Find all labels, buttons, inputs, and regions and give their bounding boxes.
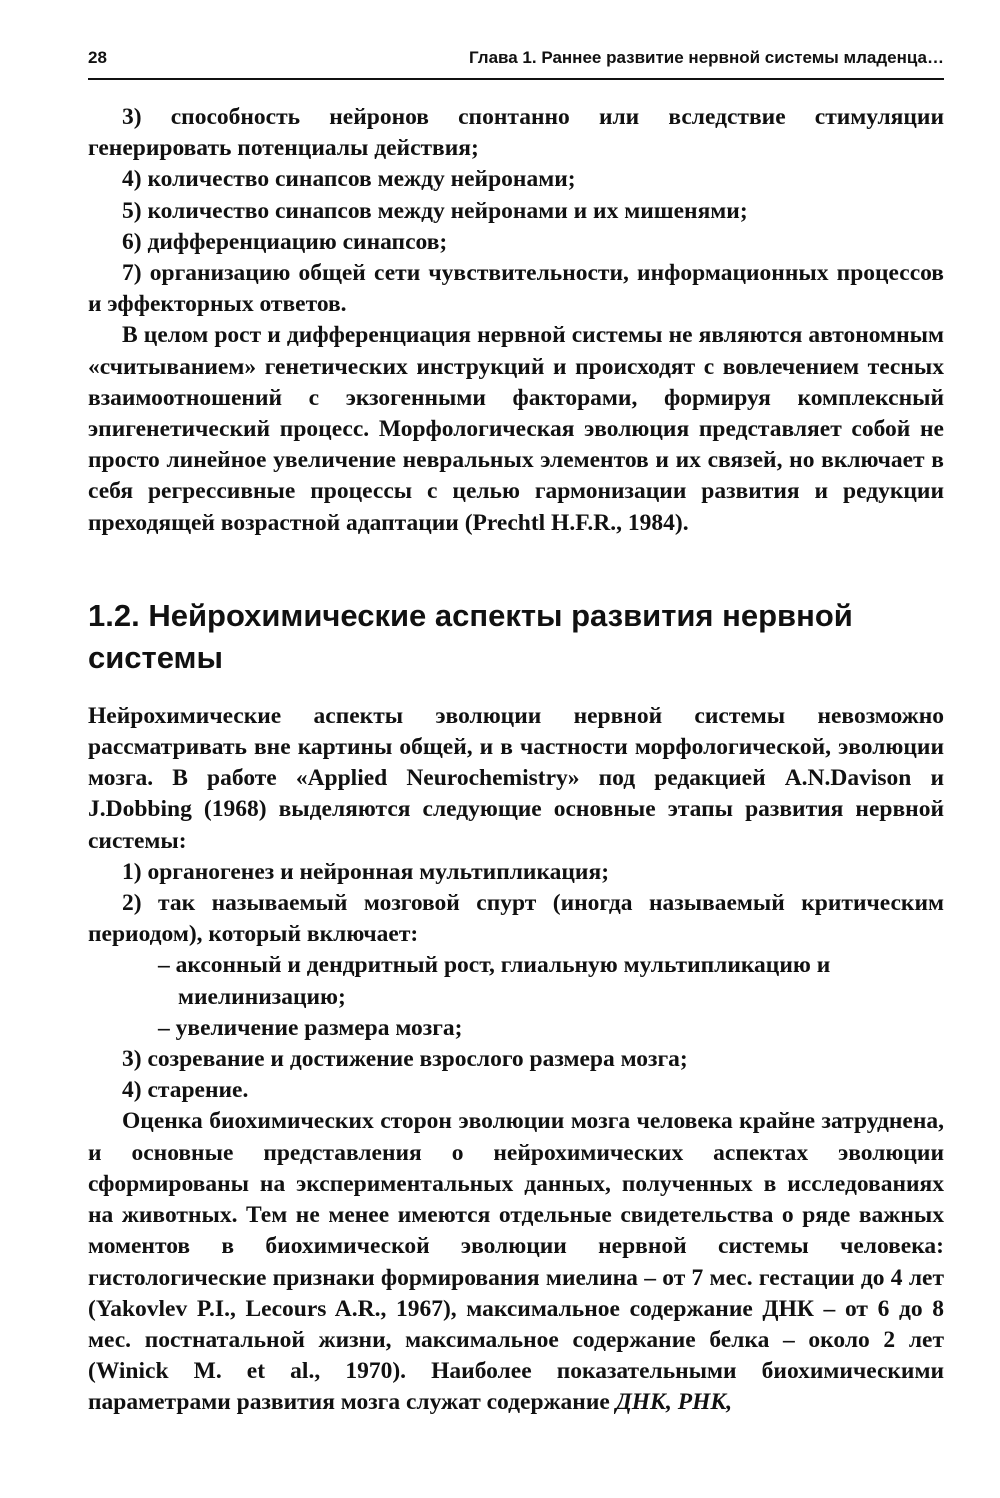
list-item: 3) способность нейронов спонтанно или вследствие стимуляции генерировать потенциалы действия; bbox=[88, 104, 944, 162]
stage-subitem: – аксонный и дендритный рост, глиальную мультипликацию и миелинизацию; bbox=[158, 952, 831, 1010]
running-header bbox=[88, 48, 944, 80]
running-title: Глава 1. Раннее развитие нервной системы младенца… bbox=[468, 48, 944, 67]
paragraph-neurochemical-aspects: Нейрохимические аспекты эволюции нервной системы невозможно рассматривать вне картины общей, и в частности морфологической, эволюции мозга. В работе «Applied Neurochemistry» под редакцией A.N.Davison и J.Dobbing (1968) выделяются следующие основные этапы развития нервной системы: bbox=[88, 702, 944, 854]
paragraph-biochemical-evaluation bbox=[88, 1106, 944, 1418]
stage-item: 2) так называемый мозговой спурт (иногда называемый критическим периодом), который включает: bbox=[88, 890, 944, 948]
book-page bbox=[88, 48, 944, 1419]
paragraph-growth-differentiation: В целом рост и дифференциация нервной системы не являются автономным «считыванием» генетических инструкций и происходят с вовлечением тесных взаимоотношений с экзогенными факторами, формируя комплексный эпигенетический процесс. Морфологическая эволюция представляет собой не просто линейное увеличение невральных элементов и их связей, но включает в себя регрессивные процессы с целью гармонизации развития и редукции преходящей возрастной адаптации (Prechtl H.F.R., 1984). bbox=[88, 322, 944, 536]
development-stages-list bbox=[88, 857, 944, 1107]
page-number: 28 bbox=[88, 48, 107, 67]
list-item: 6) дифференциацию синапсов; bbox=[122, 228, 448, 255]
list-item: 7) организацию общей сети чувствительности, информационных процессов и эффекторных ответов. bbox=[88, 260, 944, 318]
stage-item: 3) созревание и достижение взрослого размера мозга; bbox=[122, 1046, 688, 1073]
list-continued bbox=[88, 102, 944, 320]
stage-item: 1) органогенез и нейронная мультипликация; bbox=[122, 858, 610, 885]
stage-subitem: – увеличение размера мозга; bbox=[158, 1014, 463, 1041]
paragraph-body-text: Оценка биохимических сторон эволюции мозга человека крайне затруднена, и основные представления о нейрохимических аспектах эволюции сформированы на экспериментальных данных, полученных в исследованиях на животных. Тем не менее имеются отдельные свидетельства о ряде важных моментов в биохимической эволюции нервной системы человека: гистологические признаки формирования миелина – от 7 мес. гестации до 4 лет (Yakovlev P.I., Lecours A.R., 1967), максимальное содержание ДНК – от 6 до 8 мес. постнатальной жизни, максимальное содержание белка – около 2 лет (Winick M. et al., 1970). Наиболее показательными биохимическими параметрами развития мозга служат содержание bbox=[88, 1108, 944, 1416]
section-heading: 1.2. Нейрохимические аспекты развития нервной системы bbox=[88, 597, 853, 675]
list-item: 5) количество синапсов между нейронами и их мишенями; bbox=[122, 197, 748, 224]
italic-emphasis: ДНК, РНК, bbox=[615, 1389, 733, 1416]
list-item: 4) количество синапсов между нейронами; bbox=[122, 166, 576, 193]
stage-item: 4) старение. bbox=[122, 1077, 249, 1104]
